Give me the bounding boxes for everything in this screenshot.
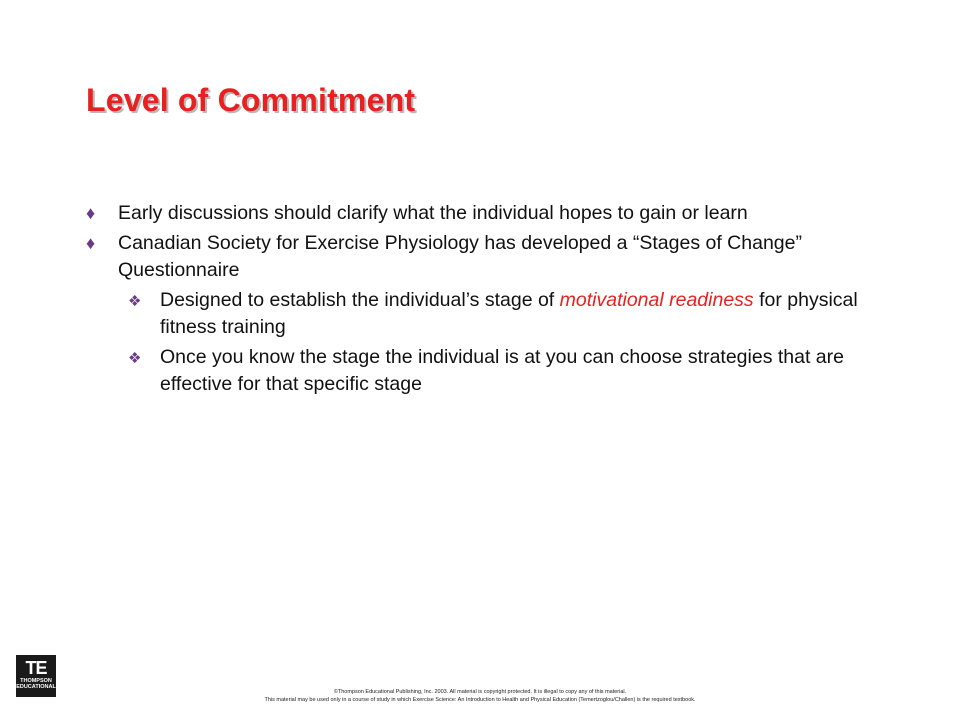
bullet-list xyxy=(86,200,876,401)
sub-bullet-text: Once you know the stage the individual is at you can choose strategies that are effective for that specific stage xyxy=(160,346,844,395)
sub-bullet-text-after: for physical fitness training xyxy=(160,289,858,338)
sub-bullet-item xyxy=(128,287,876,341)
publisher-logo xyxy=(16,655,56,697)
logo-wordmark: THOMPSON EDUCATIONAL xyxy=(16,678,56,690)
slide-title: Level of Commitment xyxy=(86,82,416,118)
four-point-star-icon: ❖ xyxy=(128,350,142,367)
bullet-item xyxy=(86,230,876,284)
sub-bullet-item xyxy=(128,344,876,398)
diamond-icon: ♦ xyxy=(86,203,96,223)
diamond-icon: ♦ xyxy=(86,233,96,253)
emphasis-text: motivational readiness xyxy=(559,289,754,311)
usage-line: This material may be used only in a course of study in which Exercise Science: An Introduction to Health and Physical Education (Temertzoglou/Challen) is the required textbook. xyxy=(264,697,696,703)
bullet-item xyxy=(86,200,876,227)
bullet-text: Early discussions should clarify what the individual hopes to gain or learn xyxy=(118,202,748,224)
copyright-line: ©Thompson Educational Publishing, Inc. 2003. All material is copyright protected. It is illegal to copy any of this material. xyxy=(333,689,627,695)
sub-bullet-text-before: Designed to establish the individual’s stage of xyxy=(160,289,560,311)
four-point-star-icon: ❖ xyxy=(128,293,142,310)
bullet-text: Canadian Society for Exercise Physiology has developed a “Stages of Change” Questionnaire xyxy=(118,232,802,281)
logo-mark: TE xyxy=(25,658,47,678)
